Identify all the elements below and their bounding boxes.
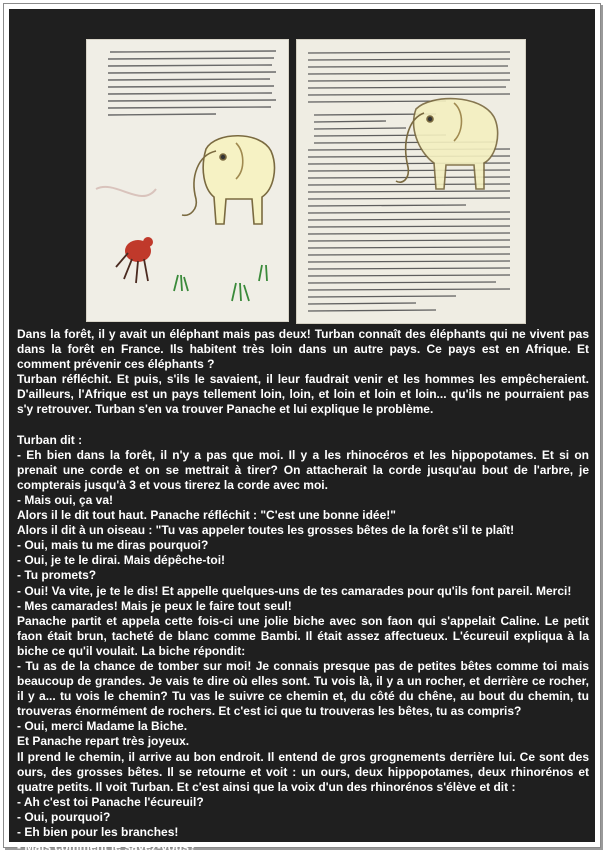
story-paragraph: - Oui, pourquoi? (17, 809, 111, 824)
story-paragraph: - Eh bien dans la forêt, il n'y a pas que moi. Il y a les rhinocéros et les hippopotames. Et si on prenait une corde et on se mettrait à tirer? On attacherait la corde jusqu'au bout de l'arbre, je compterais jusqu'à 3 et vous tirerez la corde avec moi. (17, 447, 589, 492)
story-text (17, 327, 589, 855)
notebook-left-page-image (86, 39, 289, 322)
paragraph-gap (17, 418, 589, 433)
story-paragraph: - Oui, je te le dirai. Mais dépêche-toi! (17, 553, 226, 568)
story-paragraph: Alors il le dit tout haut. Panache réfléchit : "C'est une bonne idée!" (17, 508, 396, 523)
story-paragraph: Panache partit et appela cette fois-ci une jolie biche avec son faon qui s'appelait Caline. Le petit faon était brun, tacheté de blanc comme Bambi. Il était assez affectueux. L'écureuil expliqua à la biche ce qu'il voulait. La biche répondit: (17, 613, 589, 658)
notebook-photo (86, 39, 526, 324)
document-sheet (3, 3, 601, 855)
story-paragraph: Dans la forêt, il y avait un éléphant mais pas deux! Turban connaît des éléphants qui ne vivent pas dans la forêt en France. Ils habitent très loin dans un autre pays. Ce pays est en Afrique. Et comment prévenir ces éléphants ? (17, 327, 589, 372)
notebook-right-page-image (296, 39, 526, 324)
story-paragraph: - Mais comment le savez-vous? (17, 840, 197, 855)
story-paragraph: - Mais oui, ça va! (17, 492, 114, 507)
story-paragraph: Et Panache repart très joyeux. (17, 734, 190, 749)
story-paragraph: - Tu promets? (17, 568, 97, 583)
content-panel (9, 9, 595, 855)
story-paragraph: Alors il dit à un oiseau : "Tu vas appeler toutes les grosses bêtes de la forêt s'il te plaît! (17, 523, 515, 538)
story-paragraph: - Tu as de la chance de tomber sur moi! Je connais presque pas de petites bêtes comme toi mais beaucoup de grandes. Je vais te dire où elles sont. Tu vois là, il y a un rocher, et derrière ce rocher, il y a... tu vois le chemin? Tu vas le suivre ce chemin et, du côté du chêne, au bout du chemin, tu trouveras énormément de rochers. Et c'est ici que tu trouveras les bêtes, tu as compris? (17, 658, 589, 719)
story-paragraph: - Eh bien pour les branches! (17, 825, 179, 839)
story-paragraph: Turban réfléchit. Et puis, s'ils le savaient, il leur faudrait venir et les hommes les empêcheraient. D'ailleurs, l'Afrique est un pays tellement loin, loin, et loin et loin et loin... qu'ils ne pourraient pas s'y retrouver. Turban s'en va trouver Panache et lui explique le problème. (17, 372, 589, 417)
story-paragraph: - Oui! Va vite, je te le dis! Et appelle quelques-uns de tes camarades pour qu'ils font pareil. Merci! (17, 583, 572, 598)
story-paragraph: Il prend le chemin, il arrive au bon endroit. Il entend de gros grognements derrière lui. Ce sont des ours, des grosses bêtes. Il se retourne et voit : un ours, deux hippopotames, deux rhinorénos et quatre petits. Il voit Turban. Et c'est ainsi que la voix d'un des rhinorénos s'élève et dit : (17, 749, 589, 794)
story-paragraph: - Mes camarades! Mais je peux le faire tout seul! (17, 598, 292, 613)
story-paragraph: - Oui, mais tu me diras pourquoi? (17, 538, 209, 553)
story-paragraph: Turban dit : (17, 432, 83, 447)
story-paragraph: - Ah c'est toi Panache l'écureuil? (17, 794, 204, 809)
story-paragraph: - Oui, merci Madame la Biche. (17, 719, 188, 734)
